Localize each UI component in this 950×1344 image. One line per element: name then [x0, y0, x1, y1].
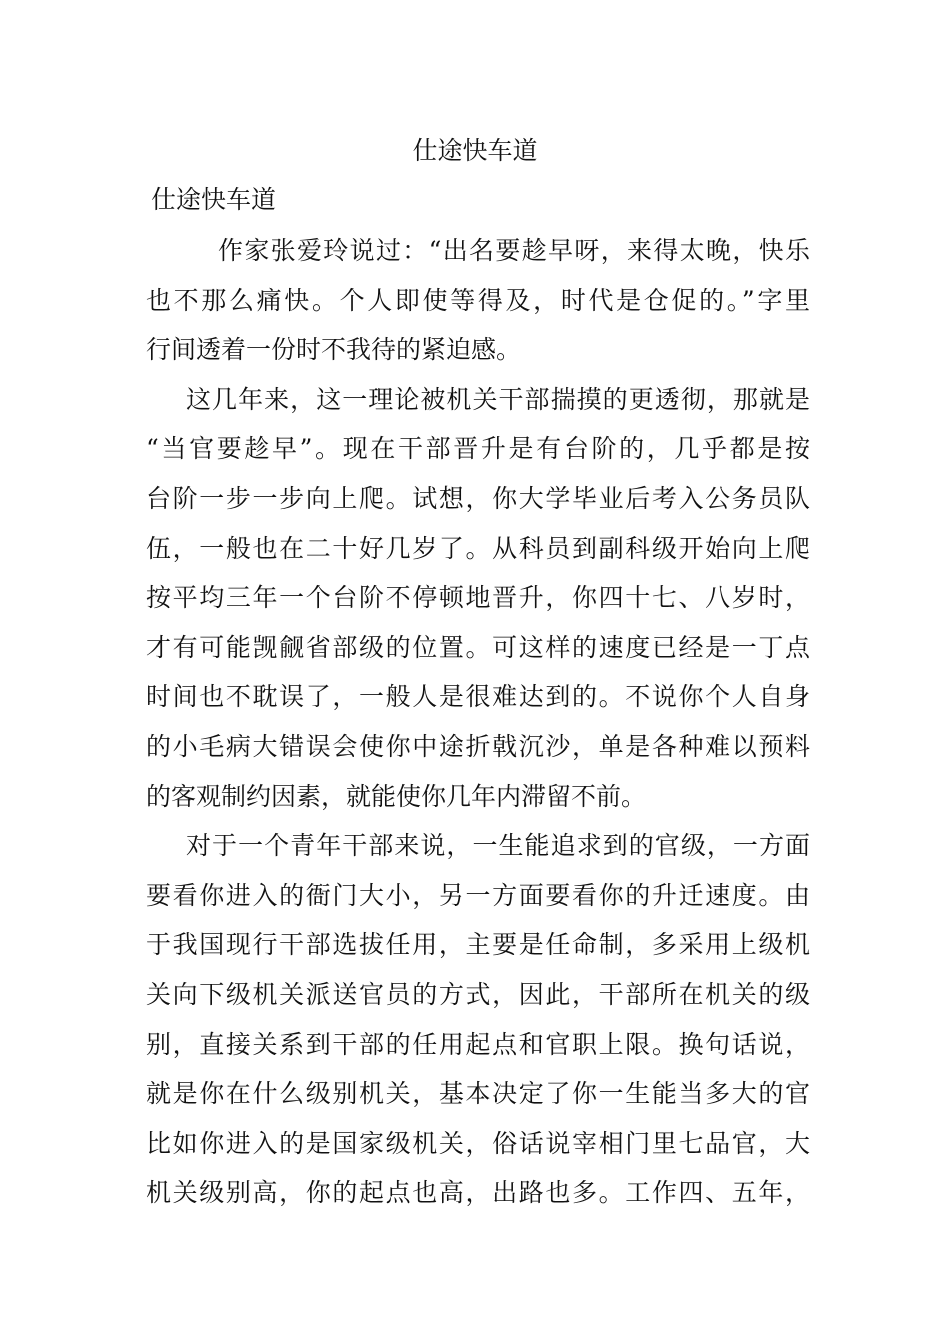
text-line: 这几年来，这一理论被机关干部揣摸的更透彻，那就是	[186, 384, 810, 414]
text-line: 就是你在什么级别机关，基本决定了你一生能当多大的官	[146, 1079, 810, 1109]
text-line: 按平均三年一个台阶不停顿地晋升，你四十七、八岁时，	[146, 583, 810, 613]
text-line: 作家张爱玲说过：“出名要趁早呀，来得太晚，快乐	[218, 236, 810, 265]
document-subtitle: 仕途快车道	[151, 185, 277, 214]
text-line: 时间也不耽误了，一般人是很难达到的。不说你个人自身	[146, 682, 810, 712]
text-line: 的客观制约因素，就能使你几年内滞留不前。	[146, 781, 647, 811]
text-line: 比如你进入的是国家级机关，俗话说宰相门里七品官，大	[146, 1128, 810, 1158]
text-line: 于我国现行干部选拔任用，主要是任命制，多采用上级机	[146, 930, 810, 960]
text-line: 台阶一步一步向上爬。试想，你大学毕业后考入公务员队	[146, 483, 810, 513]
text-line: “当官要趁早”。现在干部晋升是有台阶的，几乎都是按	[146, 434, 810, 464]
text-line: 对于一个青年干部来说，一生能追求到的官级，一方面	[186, 831, 810, 861]
body-text	[146, 226, 810, 1218]
text-line: 行间透着一份时不我待的紧迫感。	[146, 335, 522, 365]
text-line: 才有可能觊觎省部级的位置。可这样的速度已经是一丁点	[146, 632, 810, 662]
document-title: 仕途快车道	[412, 136, 538, 165]
text-line: 别，直接关系到干部的任用起点和官职上限。换句话说，	[146, 1029, 810, 1059]
text-line: 关向下级机关派送官员的方式，因此，干部所在机关的级	[146, 979, 810, 1009]
text-line: 伍，一般也在二十好几岁了。从科员到副科级开始向上爬	[146, 533, 810, 563]
text-line: 要看你进入的衙门大小，另一方面要看你的升迁速度。由	[146, 880, 810, 910]
text-line: 机关级别高，你的起点也高，出路也多。工作四、五年，	[146, 1178, 810, 1208]
text-line: 也不那么痛快。个人即使等得及，时代是仓促的。”字里	[146, 285, 810, 315]
text-line: 的小毛病大错误会使你中途折戟沉沙，单是各种难以预料	[146, 731, 810, 761]
